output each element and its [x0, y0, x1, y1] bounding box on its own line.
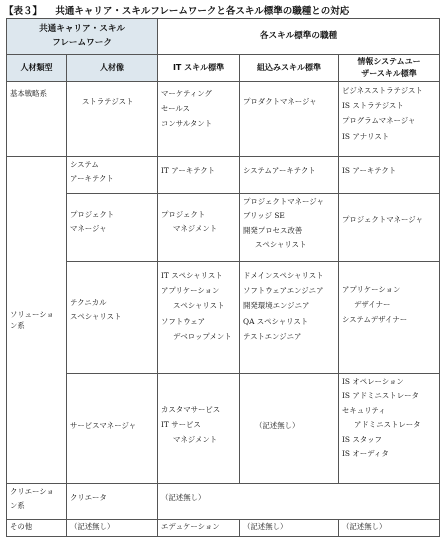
header-model: 人材像	[67, 55, 158, 82]
embedded-cell: プロダクトマネージャ	[240, 82, 339, 157]
type-cell: 基本戦略系	[7, 82, 67, 157]
table-caption	[4, 3, 359, 17]
it-cell: IT アーキテクト	[158, 157, 240, 194]
table-row	[7, 484, 440, 520]
model-cell: ストラテジスト	[67, 82, 158, 157]
table-row	[7, 520, 440, 537]
embedded-cell: （記述無し）	[240, 520, 339, 537]
table-row	[7, 157, 440, 194]
caption-label: 【表３】	[4, 6, 43, 17]
user-cell: アプリケーション デザイナー システムデザイナー	[339, 262, 440, 374]
user-cell: IS アーキテクト	[339, 157, 440, 194]
type-cell-creation: クリエーショ ン系	[7, 484, 67, 520]
table-row	[7, 262, 440, 374]
header-embedded: 組込みスキル標準	[240, 55, 339, 82]
it-cell: プロジェクト マネジメント	[158, 194, 240, 262]
embedded-cell: プロジェクトマネージャ ブリッジ SE 開発プロセス改善 スペシャリスト	[240, 194, 339, 262]
type-cell-solution: ソリューショ ン系	[7, 157, 67, 484]
user-cell: ビジネスストラテジスト IS ストラテジスト プログラムマネージャ IS アナリスト	[339, 82, 440, 157]
model-cell: プロジェクト マネージャ	[67, 194, 158, 262]
caption-title: 共通キャリア・スキルフレームワークと各スキル標準の職種との対応	[55, 6, 350, 17]
table-row	[7, 82, 440, 157]
header-type: 人材類型	[7, 55, 67, 82]
embedded-cell: システムアーキテクト	[240, 157, 339, 194]
model-cell: （記述無し）	[67, 520, 158, 537]
it-cell: マーケティング セールス コンサルタント	[158, 82, 240, 157]
standards-cell-merged: （記述無し）	[158, 484, 440, 520]
model-cell: テクニカル スペシャリスト	[67, 262, 158, 374]
type-cell-other: その他	[7, 520, 67, 537]
user-cell: プロジェクトマネージャ	[339, 194, 440, 262]
embedded-cell: （記述無し）	[240, 374, 339, 484]
header-user: 情報システムユー ザースキル標準	[339, 55, 440, 82]
model-cell: サービスマネージャ	[67, 374, 158, 484]
it-cell: エデュケーション	[158, 520, 240, 537]
it-cell: カスタマサービス IT サービス マネジメント	[158, 374, 240, 484]
table-row	[7, 194, 440, 262]
model-cell: システム アーキテクト	[67, 157, 158, 194]
header-framework: 共通キャリア・スキル フレームワーク	[7, 19, 158, 55]
it-cell: IT スペシャリスト アプリケーション スペシャリスト ソフトウェア デベロップメント	[158, 262, 240, 374]
user-cell: （記述無し）	[339, 520, 440, 537]
model-cell: クリエータ	[67, 484, 158, 520]
embedded-cell: ドメインスペシャリスト ソフトウェアエンジニア 開発環境エンジニア QA スペシャリスト テストエンジニア	[240, 262, 339, 374]
header-it: IT スキル標準	[158, 55, 240, 82]
user-cell: IS オペレーション IS アドミニストレータ セキュリティ アドミニストレータ IS スタッフ IS オーディタ	[339, 374, 440, 484]
career-skill-table	[6, 18, 440, 537]
table-row	[7, 374, 440, 484]
header-standards: 各スキル標準の職種	[158, 19, 440, 55]
